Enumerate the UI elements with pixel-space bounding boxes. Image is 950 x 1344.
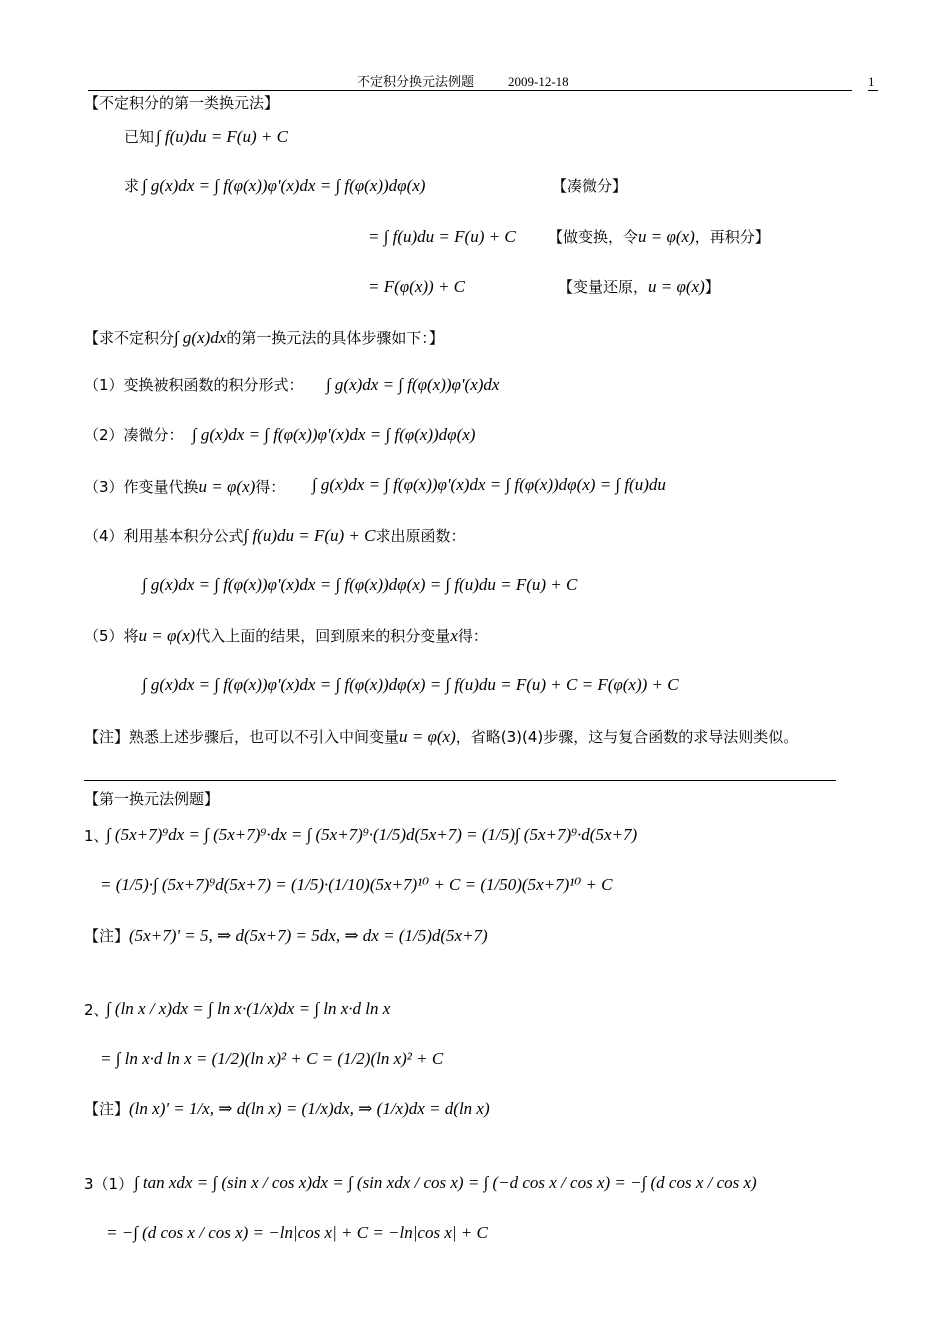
step3-formula: ∫ g(x)dx = ∫ f(φ(x))φ'(x)dx = ∫ f(φ(x))dφ(x) = ∫ f(u)du [312, 475, 666, 494]
step1-label: （1）变换被积函数的积分形式： [84, 376, 304, 394]
steps-intro: 【求不定积分∫ g(x)dx的第一换元法的具体步骤如下：】 [84, 328, 444, 347]
given-label: 已知 [124, 128, 155, 146]
example3-label: 3（1） [84, 1175, 134, 1193]
example2-label: 2、 [84, 1001, 109, 1019]
page-number: 1 [868, 74, 875, 89]
example1-line1: ∫ (5x+7)⁹dx = ∫ (5x+7)⁹·dx = ∫ (5x+7)⁹·(1/5)d(5x+7) = (1/5)∫ (5x+7)⁹·d(5x+7) [106, 825, 638, 844]
example3-line1: ∫ tan xdx = ∫ (sin x / cos x)dx = ∫ (sin xdx / cos x) = ∫ (−d cos x / cos x) = −∫ (d cos x / cos x) [134, 1173, 757, 1192]
section-title: 【不定积分的第一类换元法】 [84, 94, 280, 112]
section-divider [84, 780, 836, 781]
example3-line2: = −∫ (d cos x / cos x) = −ln|cos x| + C = −ln|cos x| + C [106, 1223, 488, 1242]
step-b-formula: = ∫ f(u)du = F(u) + C [368, 227, 516, 246]
step2-label: （2）凑微分： [84, 426, 184, 444]
step-b-note: 【做变换，令u = φ(x)，再积分】 [548, 227, 770, 246]
header-title: 不定积分换元法例题 [357, 74, 475, 89]
step3-label: （3）作变量代换u = φ(x)得： [84, 477, 286, 496]
example1-label: 1、 [84, 827, 109, 845]
page-number-underline [868, 90, 878, 91]
given-formula: ∫ f(u)du = F(u) + C [156, 127, 288, 146]
example2-line2: = ∫ ln x·d ln x = (1/2)(ln x)² + C = (1/2)(ln x)² + C [100, 1049, 444, 1068]
step-a-note: 【凑微分】 [552, 177, 628, 195]
example1-line2: = (1/5)·∫ (5x+7)⁹d(5x+7) = (1/5)·(1/10)(5x+7)¹⁰ + C = (1/50)(5x+7)¹⁰ + C [100, 875, 613, 894]
example2-line1: ∫ (ln x / x)dx = ∫ ln x·(1/x)dx = ∫ ln x·d ln x [106, 999, 391, 1018]
step-c-note: 【变量还原，u = φ(x)】 [558, 277, 720, 296]
find-label: 求 [124, 177, 140, 195]
header-date: 2009-12-18 [508, 74, 569, 89]
step1-formula: ∫ g(x)dx = ∫ f(φ(x))φ'(x)dx [326, 375, 500, 394]
step-a-formula: ∫ g(x)dx = ∫ f(φ(x))φ'(x)dx = ∫ f(φ(x))dφ(x) [142, 176, 426, 195]
step-c-formula: = F(φ(x)) + C [368, 277, 466, 296]
header-rule [88, 90, 852, 91]
example2-note: 【注】(ln x)' = 1/x, ⇒ d(ln x) = (1/x)dx, ⇒ (1/x)dx = d(ln x) [84, 1099, 490, 1118]
examples-title: 【第一换元法例题】 [84, 790, 220, 808]
steps-note: 【注】熟悉上述步骤后，也可以不引入中间变量u = φ(x)，省略(3)(4)步骤，这与复合函数的求导法则类似。 [84, 727, 799, 746]
step5-label: （5）将u = φ(x)代入上面的结果，回到原来的积分变量x得： [84, 626, 488, 645]
step5-formula: ∫ g(x)dx = ∫ f(φ(x))φ'(x)dx = ∫ f(φ(x))dφ(x) = ∫ f(u)du = F(u) + C = F(φ(x)) + C [142, 675, 679, 694]
step4-formula: ∫ g(x)dx = ∫ f(φ(x))φ'(x)dx = ∫ f(φ(x))dφ(x) = ∫ f(u)du = F(u) + C [142, 575, 578, 594]
step4-label: （4）利用基本积分公式∫ f(u)du = F(u) + C求出原函数： [84, 526, 466, 545]
example1-note: 【注】(5x+7)' = 5, ⇒ d(5x+7) = 5dx, ⇒ dx = (1/5)d(5x+7) [84, 926, 488, 945]
step2-formula: ∫ g(x)dx = ∫ f(φ(x))φ'(x)dx = ∫ f(φ(x))dφ(x) [192, 425, 476, 444]
